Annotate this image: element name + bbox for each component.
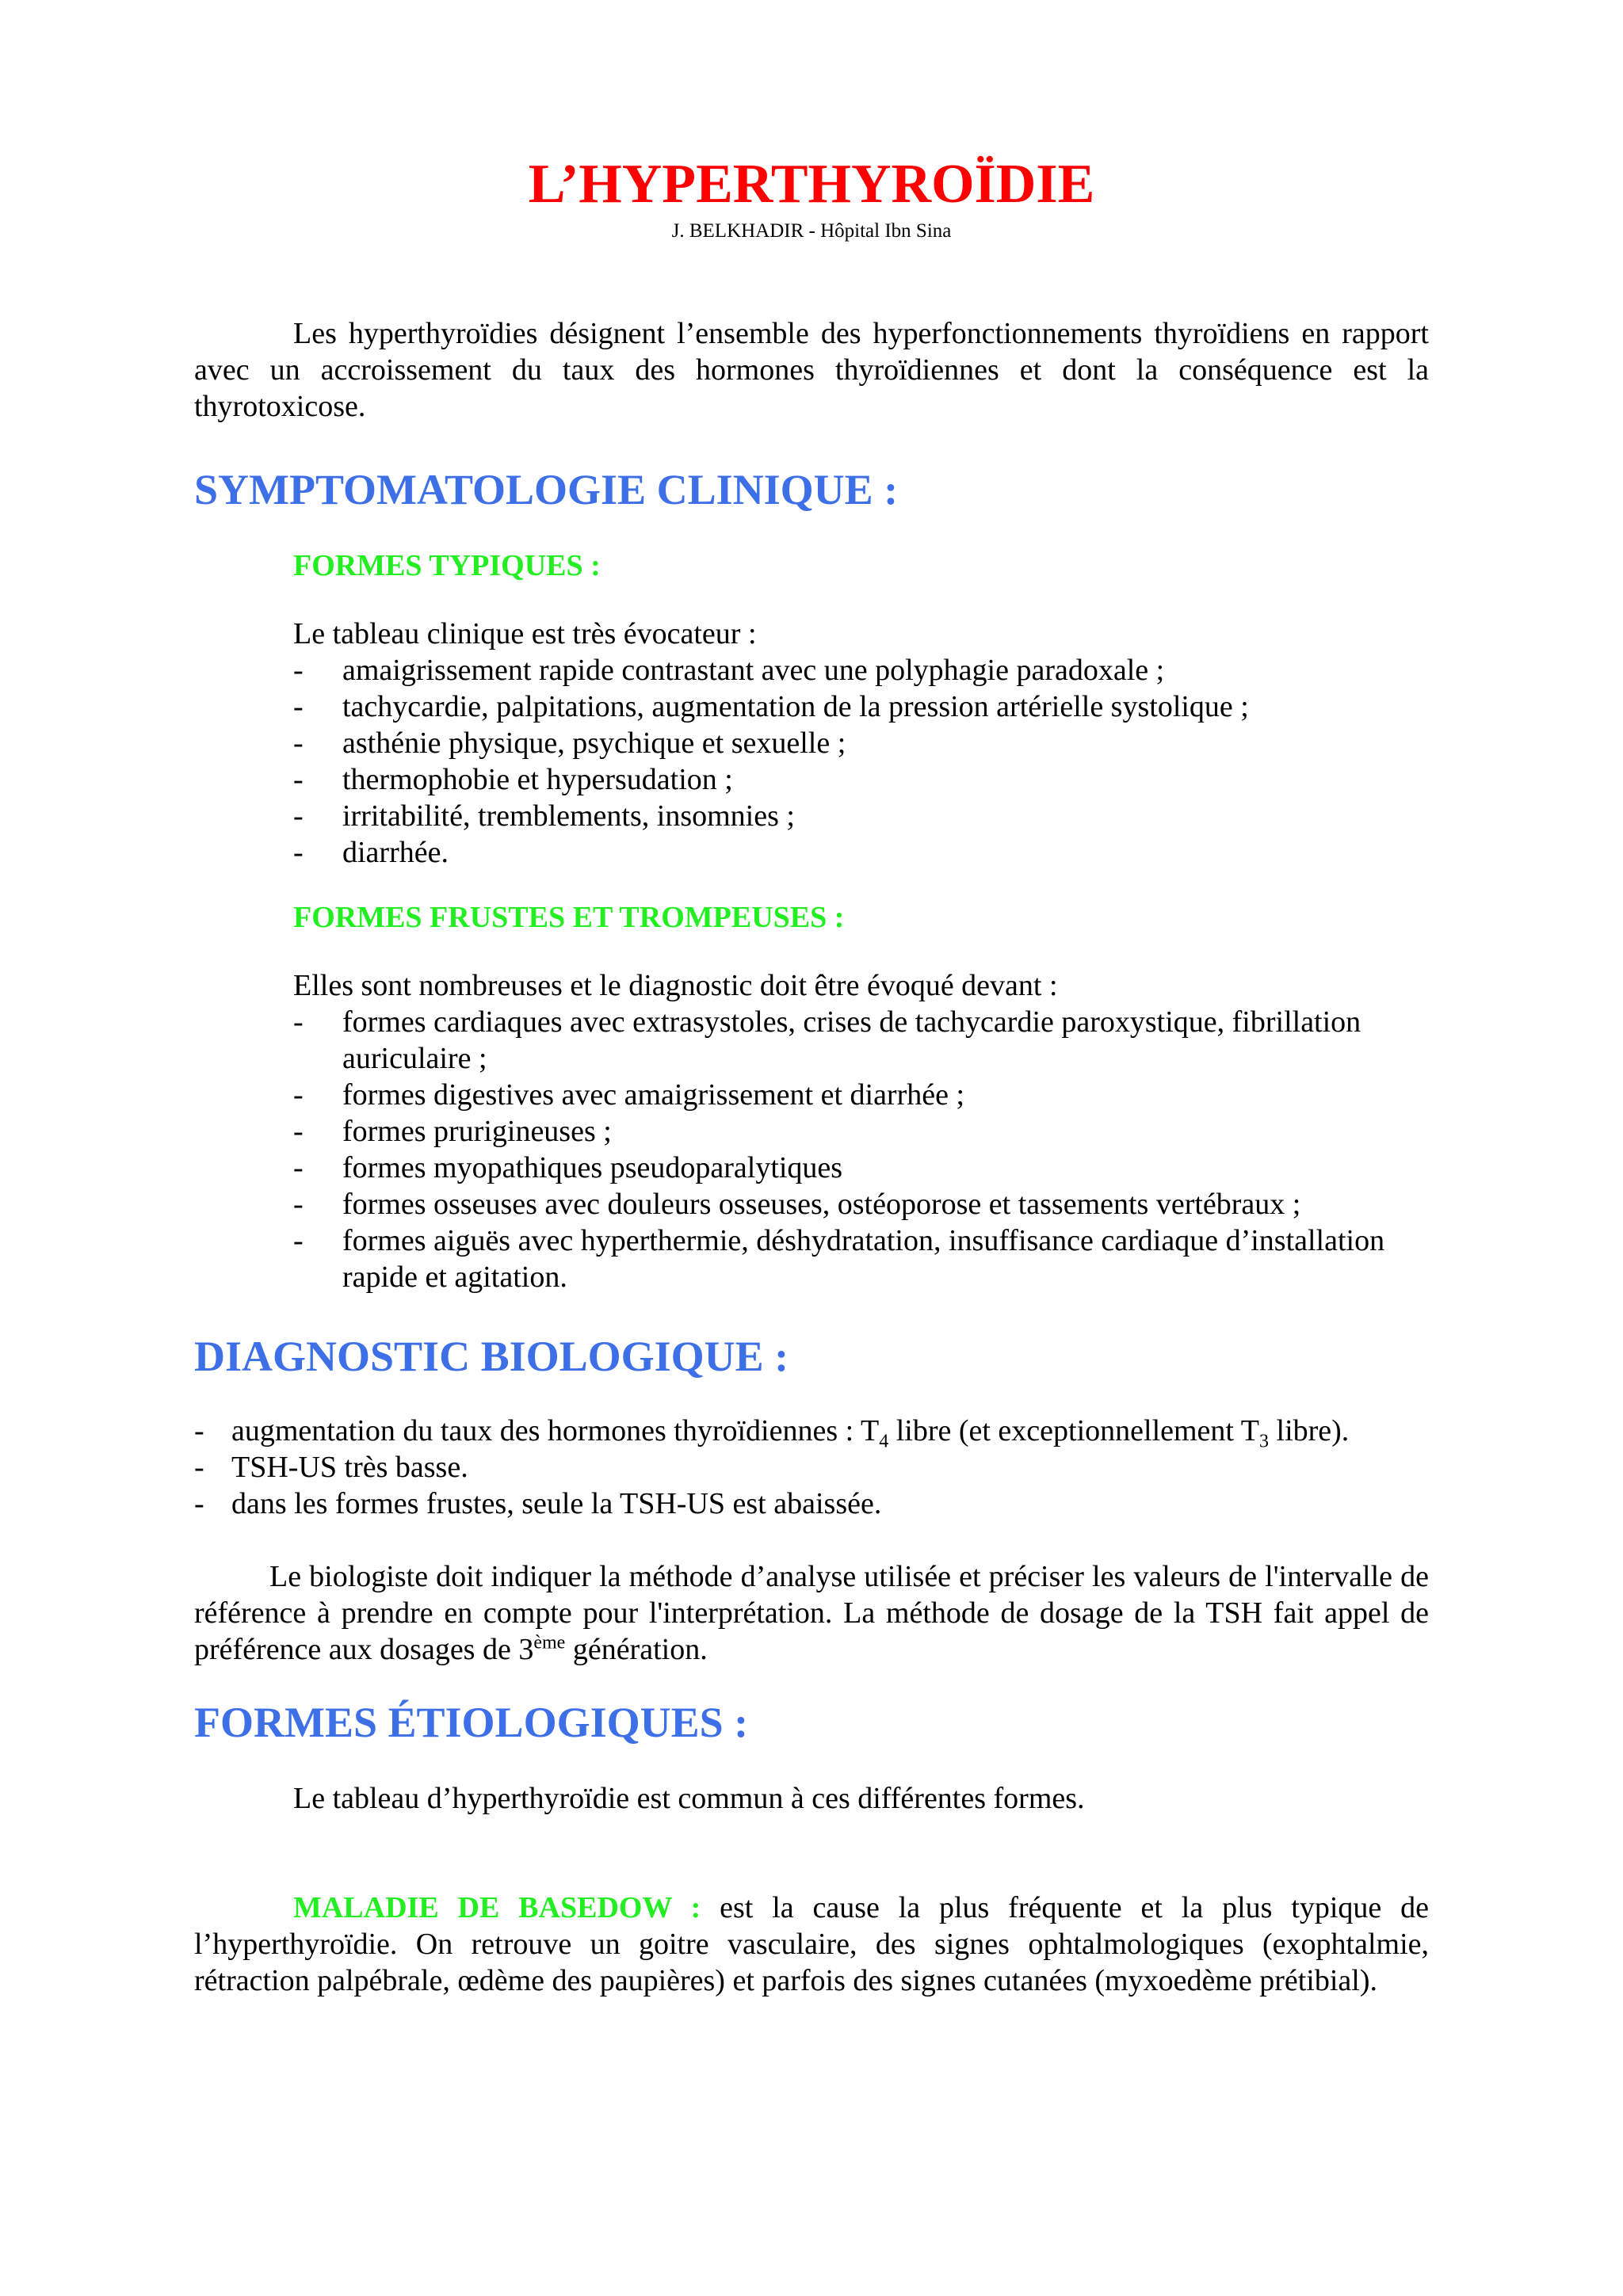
list-item: - asthénie physique, psychique et sexuelle ;: [293, 727, 846, 760]
dash-marker: -: [293, 690, 304, 723]
list-item: - augmentation du taux des hormones thyroïdiennes : $T_4$ libre (et exceptionnellement $T_3$ libre).: [194, 1414, 1350, 1452]
document-title: L’HYPERTHYROÏDIE: [528, 154, 1095, 215]
dash-marker: -: [194, 1487, 204, 1520]
intro-paragraph: Les hyperthyroïdies désignent l’ensemble des hyperfonctionnements thyroïdiens en rapport avec un accroissement du taux des hormones thyroïdiennes et dont la conséquence est la thyrotoxicose.: [194, 317, 1429, 423]
list-item: - irritabilité, tremblements, insomnies ;: [293, 799, 795, 833]
list-item: - formes osseuses avec douleurs osseuses, ostéoporose et tassements vertébraux ;: [293, 1188, 1301, 1221]
dash-marker: -: [293, 799, 304, 833]
basedow-paragraph: MALADIE DE BASEDOW : est la cause la plus fréquente et la plus typique de l’hyperthyroïdie. On retrouve un goitre vasculaire, des signes ophtalmologiques (exophtalmie, rétraction palpébrale, œdème des paupières) et parfois des signes cutanées (myxoedème prétibial).: [194, 1891, 1429, 1997]
dash-marker: -: [293, 654, 304, 687]
list-item: - thermophobie et hypersudation ;: [293, 763, 733, 796]
list-item: - formes cardiaques avec extrasystoles, crises de tachycardie paroxystique, fibrillation auriculaire ;: [293, 1005, 1361, 1075]
dash-marker: -: [293, 1078, 304, 1112]
dash-marker: -: [194, 1451, 204, 1484]
formes-typiques-list: [194, 652, 1429, 871]
list-item: - diarrhée.: [293, 836, 449, 869]
dash-marker: -: [293, 1224, 304, 1257]
list-item: - formes prurigineuses ;: [293, 1115, 612, 1148]
dash-marker: -: [293, 1115, 304, 1148]
formes-typiques-lead: Le tableau clinique est très évocateur :: [293, 617, 757, 650]
subsection-heading-formes-frustes: FORMES FRUSTES ET TROMPEUSES :: [293, 901, 845, 934]
dash-marker: -: [293, 1005, 304, 1039]
list-item: - amaigrissement rapide contrastant avec une polyphagie paradoxale ;: [293, 654, 1165, 687]
dash-marker: -: [293, 836, 304, 869]
section-heading-symptomatologie: SYMPTOMATOLOGIE CLINIQUE :: [194, 466, 899, 513]
basedow-label: MALADIE DE BASEDOW :: [293, 1891, 701, 1924]
list-item: - formes myopathiques pseudoparalytiques: [293, 1151, 843, 1184]
formes-frustes-list: [194, 1004, 1429, 1295]
diagnostic-paragraph: Le biologiste doit indiquer la méthode d’analyse utilisée et préciser les valeurs de l'intervalle de référence à prendre en compte pour l'interprétation. La méthode de dosage de la TSH fait appel de préférence aux dosages de 3ème génération.: [194, 1560, 1429, 1666]
document-author: J. BELKHADIR - Hôpital Ibn Sina: [671, 220, 952, 242]
dash-marker: -: [293, 1188, 304, 1221]
formes-frustes-lead: Elles sont nombreuses et le diagnostic doit être évoqué devant :: [293, 969, 1058, 1002]
etiologiques-lead: Le tableau d’hyperthyroïdie est commun à ces différentes formes.: [293, 1782, 1085, 1815]
dash-marker: -: [293, 1151, 304, 1184]
subsection-heading-formes-typiques: FORMES TYPIQUES :: [293, 549, 601, 582]
section-heading-formes-etiologiques: FORMES ÉTIOLOGIQUES :: [194, 1699, 749, 1746]
dash-marker: -: [293, 727, 304, 760]
dash-marker: -: [293, 763, 304, 796]
list-item: - TSH-US très basse.: [194, 1451, 468, 1484]
list-item: - formes aiguës avec hyperthermie, déshydratation, insuffisance cardiaque d’installation rapide et agitation.: [293, 1224, 1385, 1294]
section-heading-diagnostic: DIAGNOSTIC BIOLOGIQUE :: [194, 1333, 789, 1380]
list-item: - tachycardie, palpitations, augmentation de la pression artérielle systolique ;: [293, 690, 1249, 723]
list-item: - formes digestives avec amaigrissement et diarrhée ;: [293, 1078, 965, 1112]
dash-marker: -: [194, 1414, 204, 1447]
diagnostic-list: [194, 1413, 1429, 1522]
list-item: - dans les formes frustes, seule la TSH-US est abaissée.: [194, 1487, 882, 1520]
